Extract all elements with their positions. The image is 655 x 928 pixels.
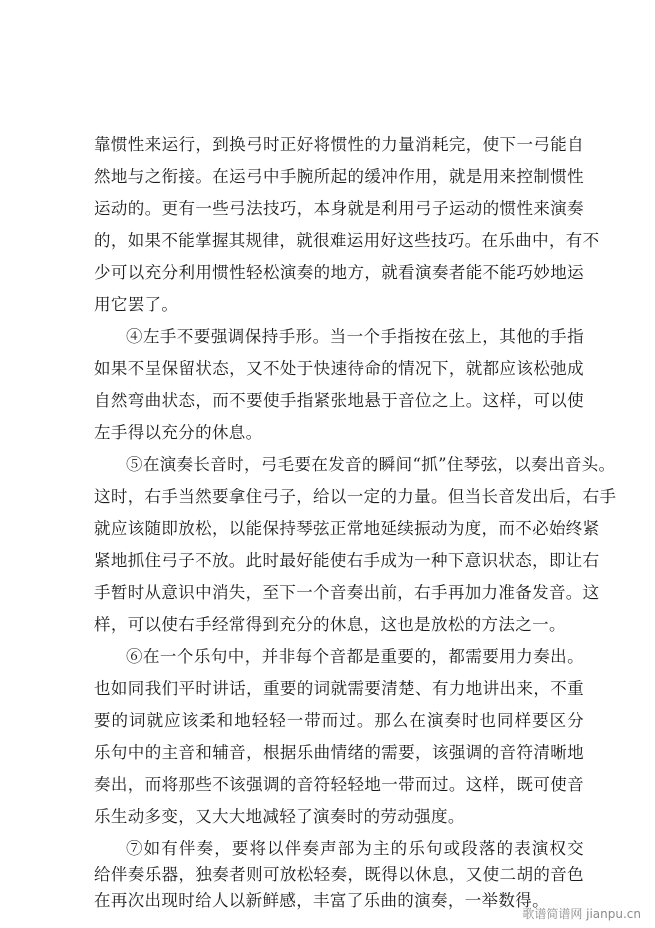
paragraph-5-line-1: ⑦如有伴奏，要将以伴奏声部为主的乐句或段落的表演权交 (126, 839, 584, 858)
paragraph-5-line-2: 给伴奏乐器，独奏者则可放松轻奏，既得以休息，又使二胡的音色 (94, 865, 584, 884)
paragraph-1-line-3: 运动的。更有一些弓法技巧，本身就是利用弓子运动的惯性来演奏 (94, 199, 584, 218)
paragraph-3-line-6: 样，可以使右手经常得到充分的休息，这也是放松的方法之一。 (94, 615, 566, 634)
paragraph-4-line-1: ⑥在一个乐句中，并非每个音都是重要的，都需要用力奏出。 (126, 647, 584, 666)
paragraph-1-line-4: 的，如果不能掌握其规律，就很难运用好这些技巧。在乐曲中，有不 (94, 231, 600, 250)
paragraph-2-line-2: 如果不呈保留状态，又不处于快速待命的情况下，就都应该松弛成 (94, 359, 584, 378)
paragraph-4-line-2: 也如同我们平时讲话，重要的词就需要清楚、有力地讲出来，不重 (94, 679, 584, 698)
paragraph-1-line-1: 靠惯性来运行，到换弓时正好将惯性的力量消耗完，使下一弓能自 (94, 135, 584, 154)
paragraph-1-line-2: 然地与之衔接。在运弓中手腕所起的缓冲作用，就是用来控制惯性 (94, 167, 584, 186)
paragraph-1-line-6: 用它罢了。 (94, 295, 179, 314)
paragraph-4-line-4: 乐句中的主音和辅音，根据乐曲情绪的需要，该强调的音符清晰地 (94, 743, 584, 762)
paragraph-2-line-4: 左手得以充分的休息。 (94, 423, 263, 442)
paragraph-5-line-3: 在再次出现时给人以新鲜感，丰富了乐曲的演奏，一举数得。 (94, 891, 549, 910)
paragraph-3-line-1: ⑤在演奏长音时，弓毛要在发音的瞬间“抓”住琴弦，以奏出音头。 (126, 455, 616, 474)
paragraph-2-line-3: 自然弯曲状态，而不要使手指紧张地悬于音位之上。这样，可以使 (94, 391, 584, 410)
paragraph-3-line-4: 紧地抓住弓子不放。此时最好能使右手成为一种下意识状态，即让右 (94, 551, 600, 570)
site-watermark: 歌谱简谱网 jianpu.cn (522, 907, 641, 921)
paragraph-3-line-3: 就应该随即放松，以能保持琴弦正常地延续振动为度，而不必始终紧 (94, 519, 600, 538)
paragraph-2-line-1: ④左手不要强调保持手形。当一个手指按在弦上，其他的手指 (126, 327, 584, 346)
paragraph-4-line-5: 奏出，而将那些不该强调的音符轻轻地一带而过。这样，既可使音 (94, 775, 584, 794)
paragraph-4-line-3: 要的词就应该柔和地轻轻一带而过。那么在演奏时也同样要区分 (94, 711, 584, 730)
paragraph-3-line-2: 这时，右手当然要拿住弓子，给以一定的力量。但当长音发出后，右手 (94, 487, 617, 506)
paragraph-4-line-6: 乐生动多变，又大大地减轻了演奏时的劳动强度。 (94, 807, 465, 826)
paragraph-1-line-5: 少可以充分利用惯性轻松演奏的地方，就看演奏者能不能巧妙地运 (94, 263, 584, 282)
paragraph-3-line-5: 手暂时从意识中消失，至下一个音奏出前，右手再加力准备发音。这 (94, 583, 600, 602)
